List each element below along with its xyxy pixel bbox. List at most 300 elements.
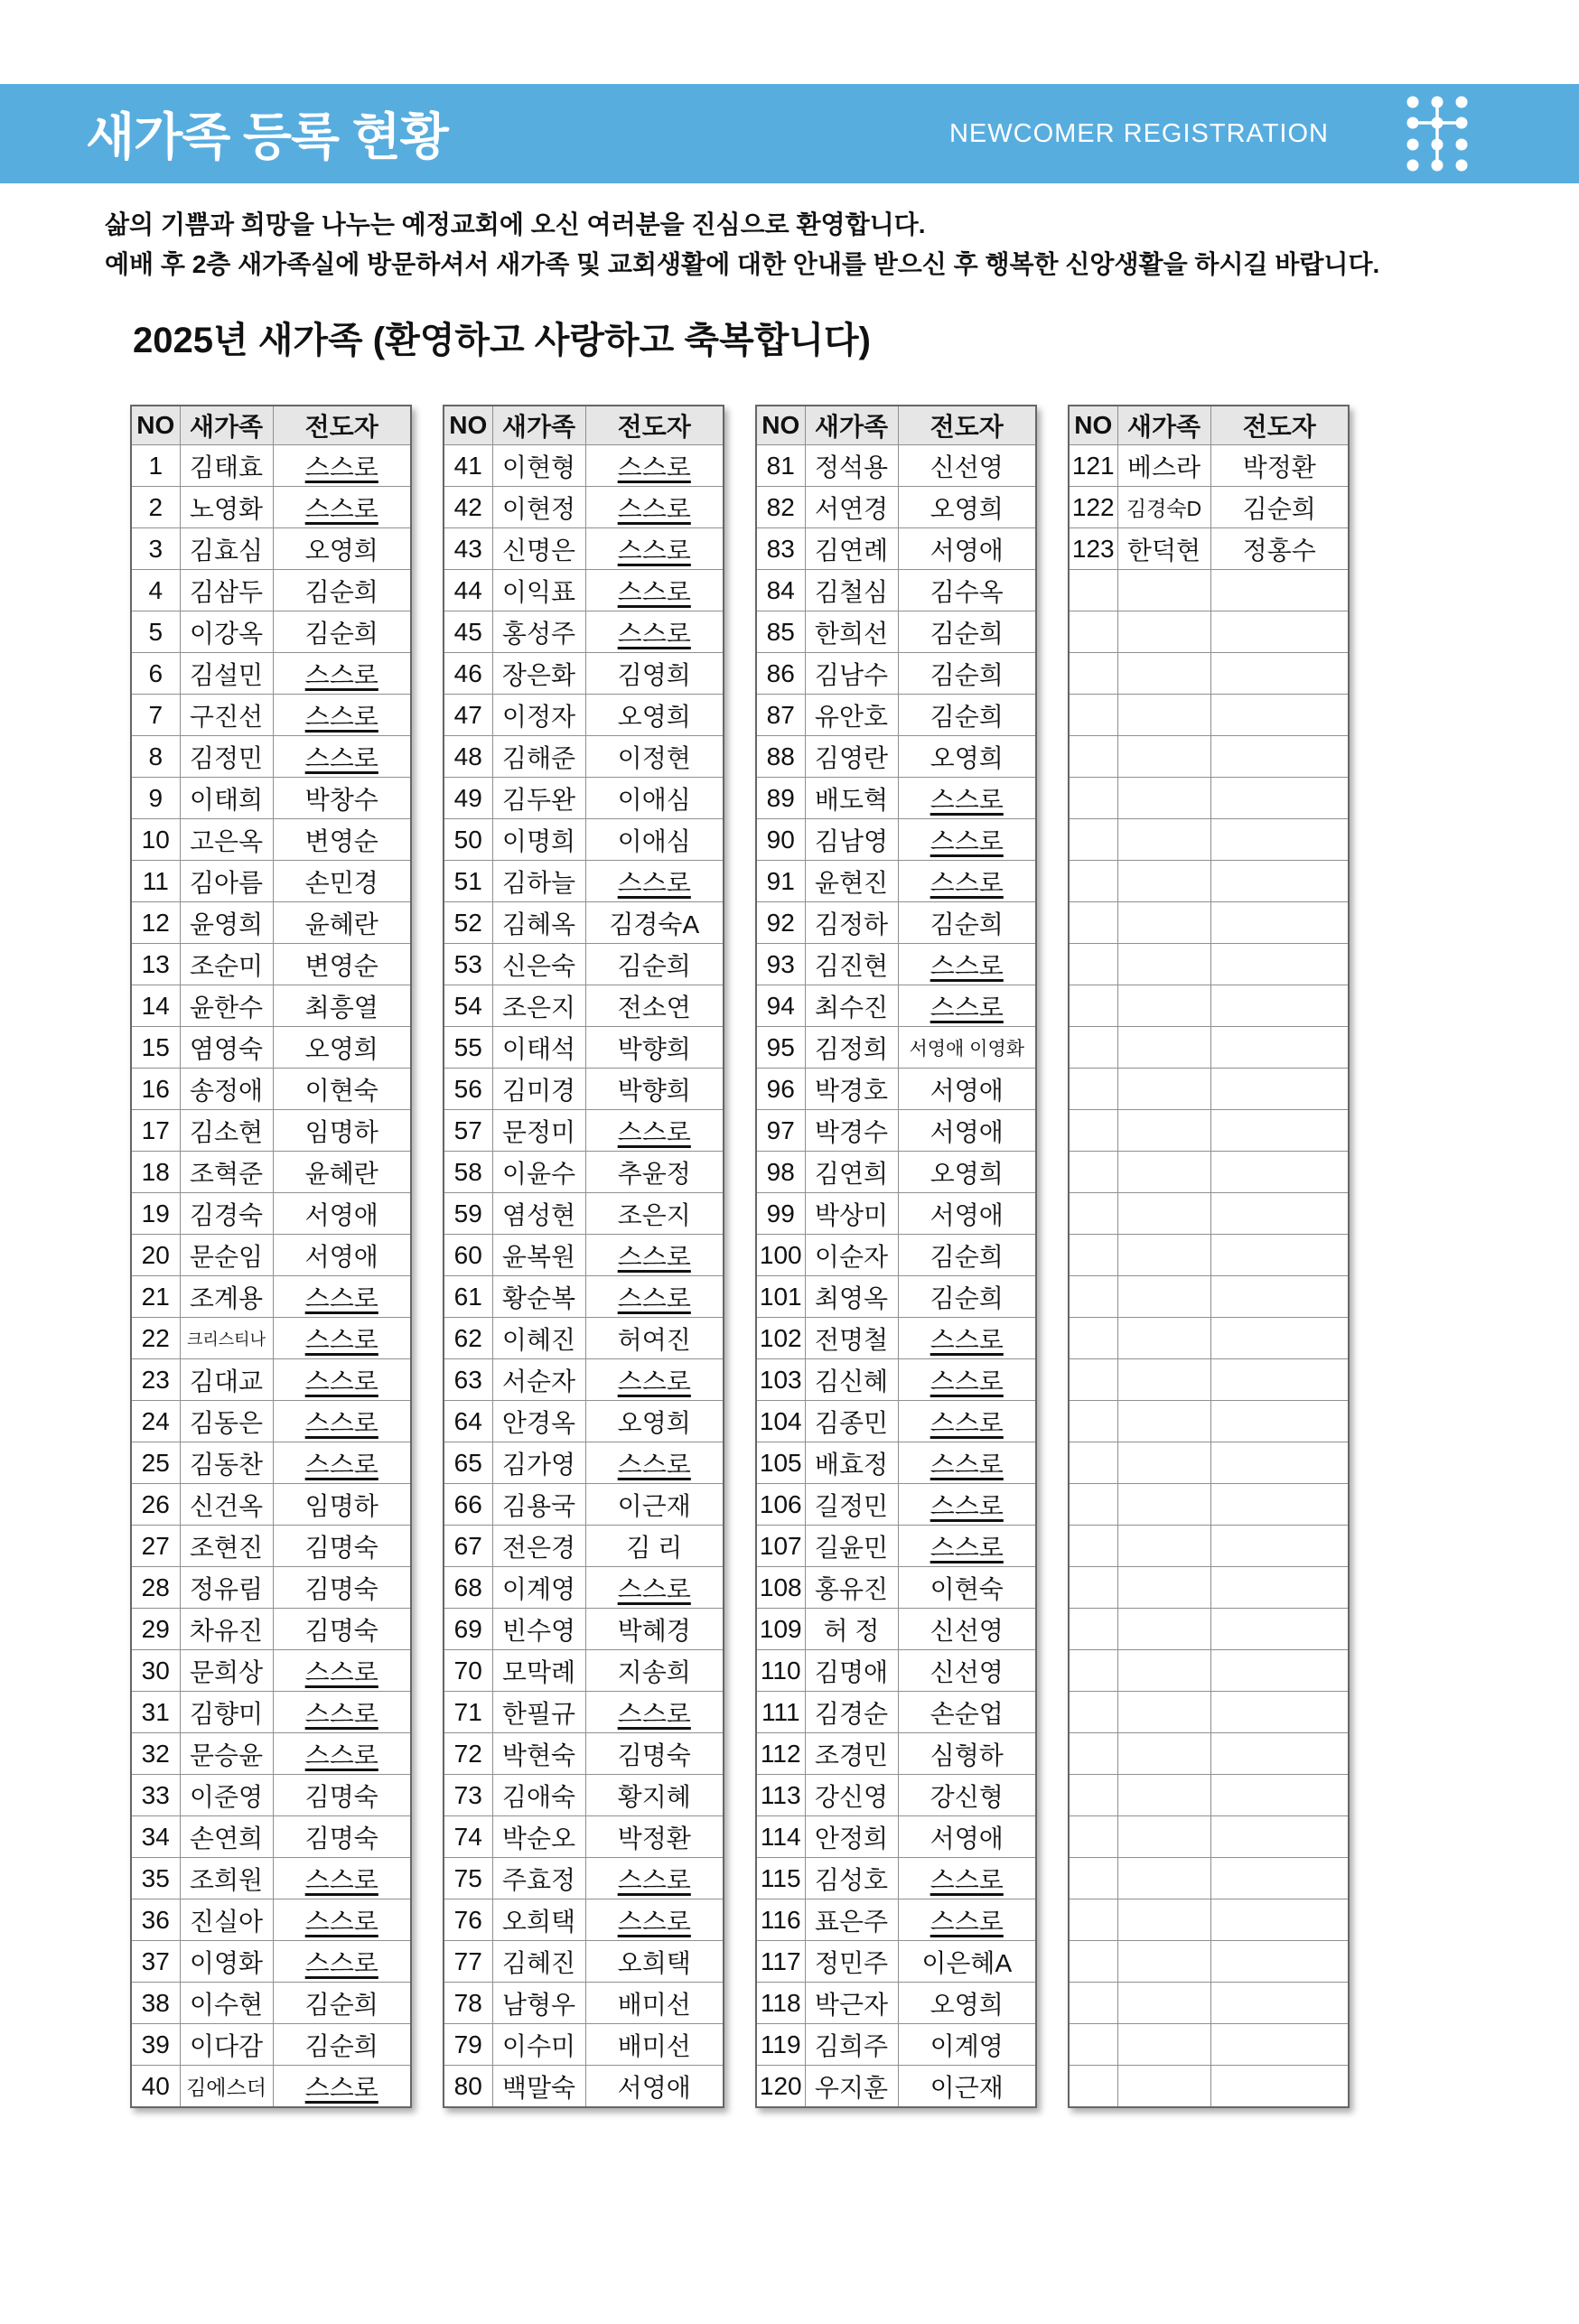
newcomer-name: 이혜진 [492, 1318, 585, 1359]
newcomer-name: 조은지 [492, 985, 585, 1027]
newcomer-name: 김종민 [805, 1401, 898, 1442]
table-row [1069, 1318, 1349, 1359]
row-number: 91 [756, 861, 805, 902]
newcomer-name: 김정민 [180, 736, 273, 778]
row-number [1069, 2024, 1117, 2066]
newcomer-name: 김성호 [805, 1858, 898, 1899]
row-number: 29 [131, 1609, 180, 1650]
newcomer-name [1117, 1899, 1210, 1941]
newcomer-name: 이태석 [492, 1027, 585, 1069]
column-header: 새가족 [492, 406, 585, 445]
newcomer-name: 허 정 [805, 1609, 898, 1650]
newcomer-name: 김에스더 [180, 2066, 273, 2108]
table-row [1069, 1775, 1349, 1816]
newcomer-name: 송정애 [180, 1069, 273, 1110]
table-row [756, 1318, 1036, 1359]
evangelist-name: 서영애 [898, 1069, 1036, 1110]
row-number: 76 [444, 1899, 492, 1941]
newcomer-name: 박상미 [805, 1193, 898, 1235]
evangelist-name: 신선영 [898, 445, 1036, 487]
table-row [444, 1359, 724, 1401]
evangelist-name: 지송희 [585, 1650, 724, 1692]
table-row [1069, 1276, 1349, 1318]
evangelist-name: 김순희 [898, 902, 1036, 944]
table-row [131, 1193, 411, 1235]
table-row [131, 1733, 411, 1775]
table-row [756, 778, 1036, 819]
newcomer-name: 윤영희 [180, 902, 273, 944]
newcomer-name: 유안호 [805, 695, 898, 736]
evangelist-name: 오영희 [898, 487, 1036, 528]
table-row [1069, 736, 1349, 778]
newcomer-name: 배효정 [805, 1442, 898, 1484]
row-number: 68 [444, 1567, 492, 1609]
evangelist-name: 스스로 [898, 1442, 1036, 1484]
newcomer-table-3 [755, 405, 1037, 2108]
newcomer-name: 김남수 [805, 653, 898, 695]
table-row [131, 1152, 411, 1193]
row-number [1069, 570, 1117, 611]
evangelist-name [1210, 1816, 1349, 1858]
row-number: 79 [444, 2024, 492, 2066]
evangelist-name: 김순희 [585, 944, 724, 985]
table-row [756, 1858, 1036, 1899]
row-number: 83 [756, 528, 805, 570]
table-row [756, 570, 1036, 611]
table-row [756, 528, 1036, 570]
evangelist-name [1210, 944, 1349, 985]
row-number: 110 [756, 1650, 805, 1692]
evangelist-name: 서영애 [898, 1110, 1036, 1152]
table-row [756, 1650, 1036, 1692]
newcomer-name: 한희선 [805, 611, 898, 653]
newcomer-name: 한덕현 [1117, 528, 1210, 570]
row-number: 43 [444, 528, 492, 570]
evangelist-name: 김순희 [273, 570, 411, 611]
newcomer-name [1117, 736, 1210, 778]
evangelist-name: 스스로 [585, 1235, 724, 1276]
row-number [1069, 1526, 1117, 1567]
row-number: 64 [444, 1401, 492, 1442]
row-number: 22 [131, 1318, 180, 1359]
newcomer-name: 손연희 [180, 1816, 273, 1858]
evangelist-name [1210, 1899, 1349, 1941]
evangelist-name [1210, 2066, 1349, 2108]
row-number: 108 [756, 1567, 805, 1609]
table-row [756, 1193, 1036, 1235]
newcomer-name: 김진현 [805, 944, 898, 985]
evangelist-name: 서영애 [898, 1193, 1036, 1235]
row-number: 53 [444, 944, 492, 985]
evangelist-name: 스스로 [898, 1401, 1036, 1442]
evangelist-name [1210, 1110, 1349, 1152]
row-number [1069, 611, 1117, 653]
newcomer-name: 이순자 [805, 1235, 898, 1276]
table-row [1069, 1816, 1349, 1858]
newcomer-name: 조순미 [180, 944, 273, 985]
table-row [131, 819, 411, 861]
evangelist-name: 서영애 [273, 1193, 411, 1235]
row-number: 20 [131, 1235, 180, 1276]
table-row [131, 1858, 411, 1899]
row-number: 57 [444, 1110, 492, 1152]
evangelist-name: 스스로 [273, 1941, 411, 1983]
newcomer-name: 이강옥 [180, 611, 273, 653]
evangelist-name: 이애심 [585, 778, 724, 819]
row-number: 121 [1069, 445, 1117, 487]
newcomer-name: 이수미 [492, 2024, 585, 2066]
newcomer-name [1117, 1650, 1210, 1692]
newcomer-name: 문정미 [492, 1110, 585, 1152]
evangelist-name [1210, 570, 1349, 611]
table-row [131, 1027, 411, 1069]
newcomer-name [1117, 570, 1210, 611]
table-row [756, 1775, 1036, 1816]
row-number [1069, 1069, 1117, 1110]
row-number: 5 [131, 611, 180, 653]
newcomer-name: 문승윤 [180, 1733, 273, 1775]
column-header: 새가족 [1117, 406, 1210, 445]
evangelist-name: 스스로 [898, 1359, 1036, 1401]
row-number: 58 [444, 1152, 492, 1193]
newcomer-name: 김하늘 [492, 861, 585, 902]
row-number: 44 [444, 570, 492, 611]
table-row [1069, 1733, 1349, 1775]
evangelist-name: 박혜경 [585, 1609, 724, 1650]
newcomer-name: 정유림 [180, 1567, 273, 1609]
row-number [1069, 695, 1117, 736]
row-number: 39 [131, 2024, 180, 2066]
column-header: NO [444, 406, 492, 445]
evangelist-name: 변영순 [273, 944, 411, 985]
row-number: 111 [756, 1692, 805, 1733]
row-number: 61 [444, 1276, 492, 1318]
evangelist-name: 신선영 [898, 1650, 1036, 1692]
evangelist-name: 윤혜란 [273, 902, 411, 944]
newcomer-name: 박순오 [492, 1816, 585, 1858]
newcomer-name [1117, 1609, 1210, 1650]
row-number: 50 [444, 819, 492, 861]
evangelist-name: 이근재 [898, 2066, 1036, 2108]
evangelist-name [1210, 902, 1349, 944]
evangelist-name: 오영희 [898, 1152, 1036, 1193]
newcomer-name: 정석용 [805, 445, 898, 487]
row-number: 103 [756, 1359, 805, 1401]
table-row [756, 1442, 1036, 1484]
table-row [756, 736, 1036, 778]
page-title: 새가족 등록 현황 [86, 108, 448, 165]
evangelist-name: 스스로 [585, 1110, 724, 1152]
table-row [131, 2066, 411, 2108]
evangelist-name: 이애심 [585, 819, 724, 861]
newcomer-name: 윤한수 [180, 985, 273, 1027]
table-row [131, 1650, 411, 1692]
table-row [1069, 445, 1349, 487]
row-number: 3 [131, 528, 180, 570]
evangelist-name: 김경숙A [585, 902, 724, 944]
table-row [444, 1110, 724, 1152]
evangelist-name: 스스로 [585, 1899, 724, 1941]
evangelist-name [1210, 1193, 1349, 1235]
table-header-row [444, 406, 724, 445]
evangelist-name: 서영애 [898, 528, 1036, 570]
newcomer-name: 황순복 [492, 1276, 585, 1318]
evangelist-name: 손순업 [898, 1692, 1036, 1733]
evangelist-name [1210, 1567, 1349, 1609]
row-number: 99 [756, 1193, 805, 1235]
evangelist-name: 이계영 [898, 2024, 1036, 2066]
newcomer-name [1117, 985, 1210, 1027]
evangelist-name: 허여진 [585, 1318, 724, 1359]
row-number: 66 [444, 1484, 492, 1526]
newcomer-name [1117, 1775, 1210, 1816]
evangelist-name: 스스로 [898, 778, 1036, 819]
evangelist-name: 배미선 [585, 1983, 724, 2024]
row-number: 7 [131, 695, 180, 736]
row-number: 28 [131, 1567, 180, 1609]
newcomer-name: 김태효 [180, 445, 273, 487]
evangelist-name: 김순희 [898, 653, 1036, 695]
table-row [131, 1359, 411, 1401]
newcomer-name: 조혁준 [180, 1152, 273, 1193]
table-row [756, 1484, 1036, 1526]
evangelist-name: 스스로 [898, 1526, 1036, 1567]
table-row [131, 487, 411, 528]
table-row [444, 944, 724, 985]
newcomer-name: 이영화 [180, 1941, 273, 1983]
table-row [1069, 653, 1349, 695]
table-row [1069, 1401, 1349, 1442]
newcomer-name: 이준영 [180, 1775, 273, 1816]
table-row [756, 1899, 1036, 1941]
row-number: 107 [756, 1526, 805, 1567]
table-row [1069, 1650, 1349, 1692]
evangelist-name [1210, 695, 1349, 736]
table-row [1069, 1983, 1349, 2024]
table-row [756, 653, 1036, 695]
newcomer-name [1117, 2024, 1210, 2066]
column-header: 전도자 [1210, 406, 1349, 445]
newcomer-table-4 [1068, 405, 1350, 2108]
newcomer-name: 조계용 [180, 1276, 273, 1318]
table-row [444, 1442, 724, 1484]
row-number: 21 [131, 1276, 180, 1318]
newcomer-name: 김삼두 [180, 570, 273, 611]
newcomer-name: 신은숙 [492, 944, 585, 985]
newcomer-name [1117, 2066, 1210, 2108]
table-row [131, 1110, 411, 1152]
table-row [131, 2024, 411, 2066]
evangelist-name: 스스로 [585, 1276, 724, 1318]
row-number: 72 [444, 1733, 492, 1775]
evangelist-name [1210, 2024, 1349, 2066]
row-number: 9 [131, 778, 180, 819]
table-row [1069, 1692, 1349, 1733]
row-number: 19 [131, 1193, 180, 1235]
evangelist-name: 전소연 [585, 985, 724, 1027]
table-row [1069, 487, 1349, 528]
evangelist-name [1210, 1983, 1349, 2024]
row-number: 48 [444, 736, 492, 778]
table-row [131, 985, 411, 1027]
evangelist-name: 추윤정 [585, 1152, 724, 1193]
table-row [1069, 611, 1349, 653]
evangelist-name [1210, 1733, 1349, 1775]
table-row [444, 1526, 724, 1567]
newcomer-name: 한필규 [492, 1692, 585, 1733]
evangelist-name: 스스로 [273, 1318, 411, 1359]
table-row [444, 1775, 724, 1816]
row-number: 122 [1069, 487, 1117, 528]
evangelist-name: 변영순 [273, 819, 411, 861]
row-number: 88 [756, 736, 805, 778]
newcomer-name [1117, 1983, 1210, 2024]
evangelist-name: 스스로 [273, 1692, 411, 1733]
row-number [1069, 1650, 1117, 1692]
row-number [1069, 1899, 1117, 1941]
evangelist-name: 스스로 [273, 487, 411, 528]
newcomer-name [1117, 1692, 1210, 1733]
row-number: 78 [444, 1983, 492, 2024]
row-number: 80 [444, 2066, 492, 2108]
evangelist-name [1210, 1027, 1349, 1069]
table-row [131, 778, 411, 819]
table-row [444, 1733, 724, 1775]
evangelist-name: 김순희 [898, 1276, 1036, 1318]
table-row [444, 1484, 724, 1526]
row-number: 82 [756, 487, 805, 528]
evangelist-name: 스스로 [273, 445, 411, 487]
table-row [131, 1401, 411, 1442]
evangelist-name: 김순희 [1210, 487, 1349, 528]
table-row [756, 1235, 1036, 1276]
row-number: 18 [131, 1152, 180, 1193]
newcomer-name: 이다감 [180, 2024, 273, 2066]
row-number [1069, 1193, 1117, 1235]
evangelist-name: 스스로 [898, 1899, 1036, 1941]
table-row [444, 1193, 724, 1235]
row-number [1069, 2066, 1117, 2108]
table-row [756, 611, 1036, 653]
evangelist-name: 스스로 [585, 1858, 724, 1899]
newcomer-name: 김설민 [180, 653, 273, 695]
newcomer-name: 이익표 [492, 570, 585, 611]
table-row [1069, 2024, 1349, 2066]
newcomer-name: 전명철 [805, 1318, 898, 1359]
table-row [444, 1941, 724, 1983]
table-row [131, 1816, 411, 1858]
table-row [131, 611, 411, 653]
evangelist-name: 스스로 [898, 819, 1036, 861]
table-header-row [131, 406, 411, 445]
table-row [756, 1733, 1036, 1775]
newcomer-name [1117, 1276, 1210, 1318]
newcomer-name: 진실아 [180, 1899, 273, 1941]
table-row [444, 861, 724, 902]
newcomer-name: 조현진 [180, 1526, 273, 1567]
newcomer-name: 우지훈 [805, 2066, 898, 2108]
evangelist-name: 스스로 [585, 611, 724, 653]
newcomer-name: 이정자 [492, 695, 585, 736]
evangelist-name: 스스로 [273, 653, 411, 695]
row-number: 38 [131, 1983, 180, 2024]
table-row [1069, 1359, 1349, 1401]
evangelist-name: 박향희 [585, 1069, 724, 1110]
table-row [1069, 2066, 1349, 2108]
evangelist-name: 김명숙 [273, 1609, 411, 1650]
evangelist-name: 김 리 [585, 1526, 724, 1567]
evangelist-name: 김순희 [273, 611, 411, 653]
newcomer-name: 김동찬 [180, 1442, 273, 1484]
table-row [444, 819, 724, 861]
table-row [131, 1567, 411, 1609]
newcomer-name: 길윤민 [805, 1526, 898, 1567]
row-number: 116 [756, 1899, 805, 1941]
table-row [756, 861, 1036, 902]
row-number: 96 [756, 1069, 805, 1110]
newcomer-table-1 [130, 405, 412, 2108]
row-number: 41 [444, 445, 492, 487]
row-number: 13 [131, 944, 180, 985]
evangelist-name [1210, 1442, 1349, 1484]
newcomer-name: 김경순 [805, 1692, 898, 1733]
evangelist-name: 김명숙 [273, 1526, 411, 1567]
table-row [1069, 1027, 1349, 1069]
evangelist-name: 스스로 [273, 1650, 411, 1692]
row-number: 40 [131, 2066, 180, 2108]
table-row [756, 819, 1036, 861]
evangelist-name: 스스로 [273, 1442, 411, 1484]
newcomer-name: 문순임 [180, 1235, 273, 1276]
newcomer-name: 이수현 [180, 1983, 273, 2024]
evangelist-name: 스스로 [273, 1276, 411, 1318]
newcomer-name: 박경호 [805, 1069, 898, 1110]
evangelist-name: 스스로 [898, 944, 1036, 985]
welcome-line-2: 예배 후 2층 새가족실에 방문하셔서 새가족 및 교회생활에 대한 안내를 받으신 후 행복한 신앙생활을 하시길 바랍니다. [105, 250, 1380, 278]
row-number [1069, 1235, 1117, 1276]
row-number: 102 [756, 1318, 805, 1359]
evangelist-name: 서영애 [273, 1235, 411, 1276]
table-row [131, 1983, 411, 2024]
evangelist-name: 이현숙 [273, 1069, 411, 1110]
newcomer-name: 김아름 [180, 861, 273, 902]
table-row [444, 1401, 724, 1442]
newcomer-name: 김철심 [805, 570, 898, 611]
evangelist-name: 오영희 [898, 736, 1036, 778]
evangelist-name: 스스로 [898, 1484, 1036, 1526]
newcomer-name [1117, 1733, 1210, 1775]
evangelist-name [1210, 1152, 1349, 1193]
newcomer-name: 빈수영 [492, 1609, 585, 1650]
newcomer-name: 강신영 [805, 1775, 898, 1816]
row-number: 46 [444, 653, 492, 695]
newcomer-name: 김영란 [805, 736, 898, 778]
table-row [444, 778, 724, 819]
table-row [1069, 695, 1349, 736]
row-number: 94 [756, 985, 805, 1027]
row-number: 45 [444, 611, 492, 653]
newcomer-name: 이명희 [492, 819, 585, 861]
newcomer-name: 박경수 [805, 1110, 898, 1152]
newcomer-name: 주효정 [492, 1858, 585, 1899]
table-row [756, 902, 1036, 944]
table-row [756, 1941, 1036, 1983]
table-row [756, 944, 1036, 985]
newcomer-name: 신명은 [492, 528, 585, 570]
table-row [444, 736, 724, 778]
newcomer-name [1117, 1027, 1210, 1069]
evangelist-name: 스스로 [585, 1442, 724, 1484]
